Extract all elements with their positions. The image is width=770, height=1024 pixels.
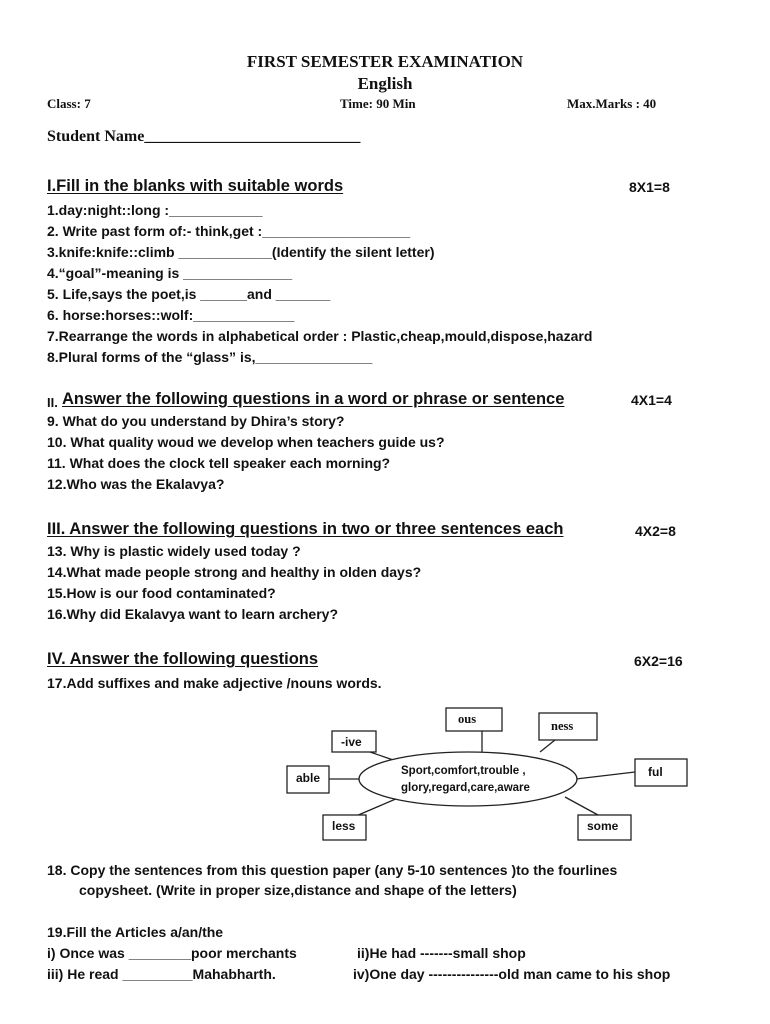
suffix-ive: -ive	[341, 735, 362, 749]
suffix-less: less	[332, 819, 356, 833]
question-14: 14.What made people strong and healthy in olden days?	[47, 564, 422, 580]
question-13: 13. Why is plastic widely used today ?	[47, 543, 301, 559]
suffix-ful: ful	[648, 765, 663, 779]
question-12: 12.Who was the Ekalavya?	[47, 476, 225, 492]
question-19-iii: iii) He read _________Mahabharth.	[47, 966, 276, 982]
question-19-ii: ii)He had -------small shop	[357, 945, 526, 961]
section3-heading: III. Answer the following questions in two or three sentences each	[47, 520, 564, 538]
suffix-some: some	[587, 819, 619, 833]
time-label: Time: 90 Min	[340, 96, 416, 111]
subject-title: English	[357, 74, 413, 93]
question-18-line1: 18. Copy the sentences from this question paper (any 5-10 sentences )to the fourlines	[47, 862, 618, 878]
question-2: 2. Write past form of:- think,get :___________________	[47, 223, 411, 239]
question-8: 8.Plural forms of the “glass” is,_______________	[47, 349, 373, 365]
question-19-i: i) Once was ________poor merchants	[47, 945, 297, 961]
question-16: 16.Why did Ekalavya want to learn archery?	[47, 606, 338, 622]
exam-title: FIRST SEMESTER EXAMINATION	[246, 52, 524, 71]
question-1: 1.day:night::long :____________	[47, 202, 263, 218]
question-10: 10. What quality woud we develop when teachers guide us?	[47, 434, 445, 450]
root-words-ellipse	[359, 752, 577, 806]
connector-some	[565, 797, 598, 815]
section1-marks: 8X1=8	[629, 179, 670, 195]
max-marks-label: Max.Marks : 40	[567, 96, 657, 111]
suffix-ous: ous	[458, 712, 477, 726]
suffix-ness: ness	[551, 719, 574, 733]
question-15: 15.How is our food contaminated?	[47, 585, 276, 601]
question-3: 3.knife:knife::climb ____________(Identify the silent letter)	[47, 244, 435, 260]
question-19: 19.Fill the Articles a/an/the	[47, 924, 224, 940]
section4-heading: IV. Answer the following questions	[47, 650, 319, 668]
question-18-line2: copysheet. (Write in proper size,distance and shape of the letters)	[79, 882, 517, 898]
section2-heading: Answer the following questions in a word or phrase or sentence	[62, 390, 565, 408]
question-19-iv: iv)One day ---------------old man came to his shop	[353, 966, 671, 982]
class-label: Class: 7	[47, 96, 91, 111]
section2-marks: 4X1=4	[631, 392, 672, 408]
question-7: 7.Rearrange the words in alphabetical order : Plastic,cheap,mould,dispose,hazard	[47, 328, 593, 344]
question-11: 11. What does the clock tell speaker each morning?	[47, 455, 391, 471]
section3-marks: 4X2=8	[635, 523, 676, 539]
suffix-able: able	[296, 771, 321, 785]
connector-ness	[540, 740, 555, 752]
question-6: 6. horse:horses::wolf:_____________	[47, 307, 295, 323]
connector-ful	[576, 772, 635, 779]
section1-heading: I.Fill in the blanks with suitable words	[47, 177, 344, 195]
question-17: 17.Add suffixes and make adjective /nouns words.	[47, 675, 382, 691]
section2-prefix: II.	[47, 395, 58, 410]
question-4: 4.“goal”-meaning is ______________	[47, 265, 293, 281]
question-9: 9. What do you understand by Dhira’s story?	[47, 413, 345, 429]
root-words-line1: Sport,comfort,trouble ,	[401, 765, 526, 777]
question-5: 5. Life,says the poet,is ______and _______	[47, 286, 331, 302]
connector-less	[356, 798, 398, 816]
root-words-line2: glory,regard,care,aware	[401, 782, 530, 794]
student-name-field: Student Name___________________________	[47, 128, 361, 145]
section4-marks: 6X2=16	[634, 653, 683, 669]
